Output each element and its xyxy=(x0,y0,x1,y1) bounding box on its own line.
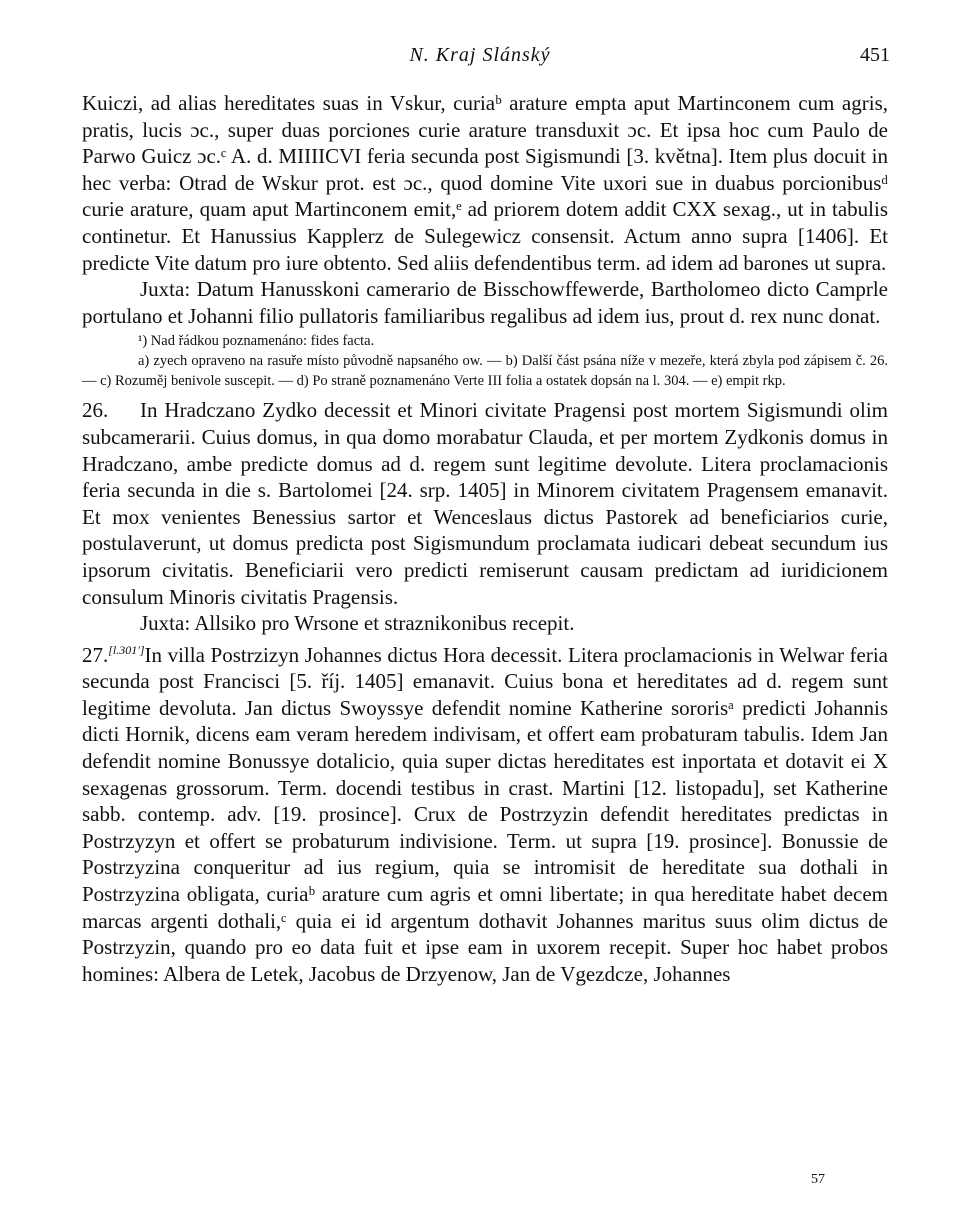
running-head: N. Kraj Slánský xyxy=(409,44,551,66)
entry-number: 27. xyxy=(82,642,109,667)
footnote: a) zyech opraveno na rasuře místo původně napsaného ow. — b) Další část psána níže v mezeře, která zbyla pod zápisem č. 26. — c) Rozuměj benivole suscepit. — d) Po straně poznamenáno Verte III folia a ostatek dopsán na l. 304. — e) empit rkp. xyxy=(82,353,888,390)
footnote: ¹) Nad řádkou poznamenáno: fides facta. xyxy=(138,333,375,350)
page-number: 451 xyxy=(860,44,890,66)
entry-text: In villa Postrzizyn Johannes dictus Hora decessit. Litera proclamacionis in Welwar feria secunda post Francisci [5. říj. 1405] emanavit. Cuius bona et hereditates ad d. regem sunt legitime devoluta. Jan dictus Swoyssye defendit nomine Katherine sororisᵃ predicti Johannis dicti Hornik, dicens eam veram heredem indivisam, et offert eam probaturam tabulis. Idem Jan defendit nomine Bonussye dotalicio, quia super dictas hereditates est inportata et dotavit ei X sexagenas grossorum. Term. docendi testibus in crast. Martini [12. listopadu], set Katherine sabb. contemp. adv. [19. prosince]. Crux de Postrzyzin defendit hereditates predictas in Postrzyzyn et offert se probaturum indivisione. Term. ut supra [19. prosince]. Bonussie de Postrzyzina conqueritur ad ius regium, quia se intromisit de hereditate sua dothali in Postrzyzina obligata, curiaᵇ arature cum agris et omni libertate; in qua hereditate habet decem marcas argenti dothali,ᶜ quia ei id argentum dothavit Johannes maritus suus olim dictus de Postrzyzin, quando pro eo data fuit et ipse eam in uxorem recepit. Super hoc habet probos homines: Albera de Letek, Jacobus de Drzyenow, Jan de Vgezdcze, Johannes xyxy=(82,642,888,986)
footnotes xyxy=(82,331,888,391)
document-body xyxy=(82,90,888,987)
entry-26 xyxy=(82,397,888,610)
juxta-paragraph: Juxta: Datum Hanusskoni camerario de Bisschowffewerde, Bartholomeo dicto Camprle portulano et Johanni filio pullatoris familiaribus regalibus ad idem ius, prout d. rex nunc donat. xyxy=(82,277,888,328)
signature-mark: 57 xyxy=(811,1172,825,1187)
entry-text: In Hradczano Zydko decessit et Minori civitate Pragensi post mortem Sigismundi olim subcamerarii. Cuius domus, in qua domo morabatur Clauda, et per mortem Zydkonis domus in Hradczano, ambe predicte domus ad d. regem sunt legitime devolute. Litera proclamacionis feria secunda in die s. Bartolomei [24. srp. 1405] in Minorem civitatem Pragensem emanavit. Et mox venientes Benessius sartor et Wenceslaus dictus Pastorek ad beneficiarios curie, postulaverunt, ut domus predicta post Sigismundum proclamata iudicari debeat secundum ius ipsorum civitatis. Beneficiarii vero predicti remiserunt causam predictam ad iuridicionem consulum Minoris civitatis Pragensis. xyxy=(82,398,888,609)
entry-27 xyxy=(82,637,888,988)
folio-reference: [l.301'] xyxy=(108,642,145,657)
entry-number: 26. xyxy=(82,398,109,423)
page-header xyxy=(0,44,960,74)
paragraph: Kuiczi, ad alias hereditates suas in Vskur, curiaᵇ arature empta aput Martinconem cum agris, pratis, lucis ɔc., super duas porciones curie arature transduxit ɔc. Et ipsa hoc cum Paulo de Parwo Guicz ɔc.ᶜ A. d. MIIIICVI feria secunda post Sigismundi [3. května]. Item plus docuit in hec verba: Otrad de Wskur prot. est ɔc., quod domine Vite uxori sue in duabus porcionibusᵈ curie arature, quam aput Martinconem emit,ᵉ ad priorem dotem addit CXX sexag., ut in tabulis continetur. Et Hanussius Kapplerz de Sulegewicz consensit. Actum anno supra [1406]. Et predicte Vite datum pro iure obtento. Sed aliis defendentibus term. ad idem ad barones ut supra. xyxy=(82,91,888,275)
entry-juxta: Juxta: Allsiko pro Wrsone et straznikonibus recepit. xyxy=(140,611,575,636)
